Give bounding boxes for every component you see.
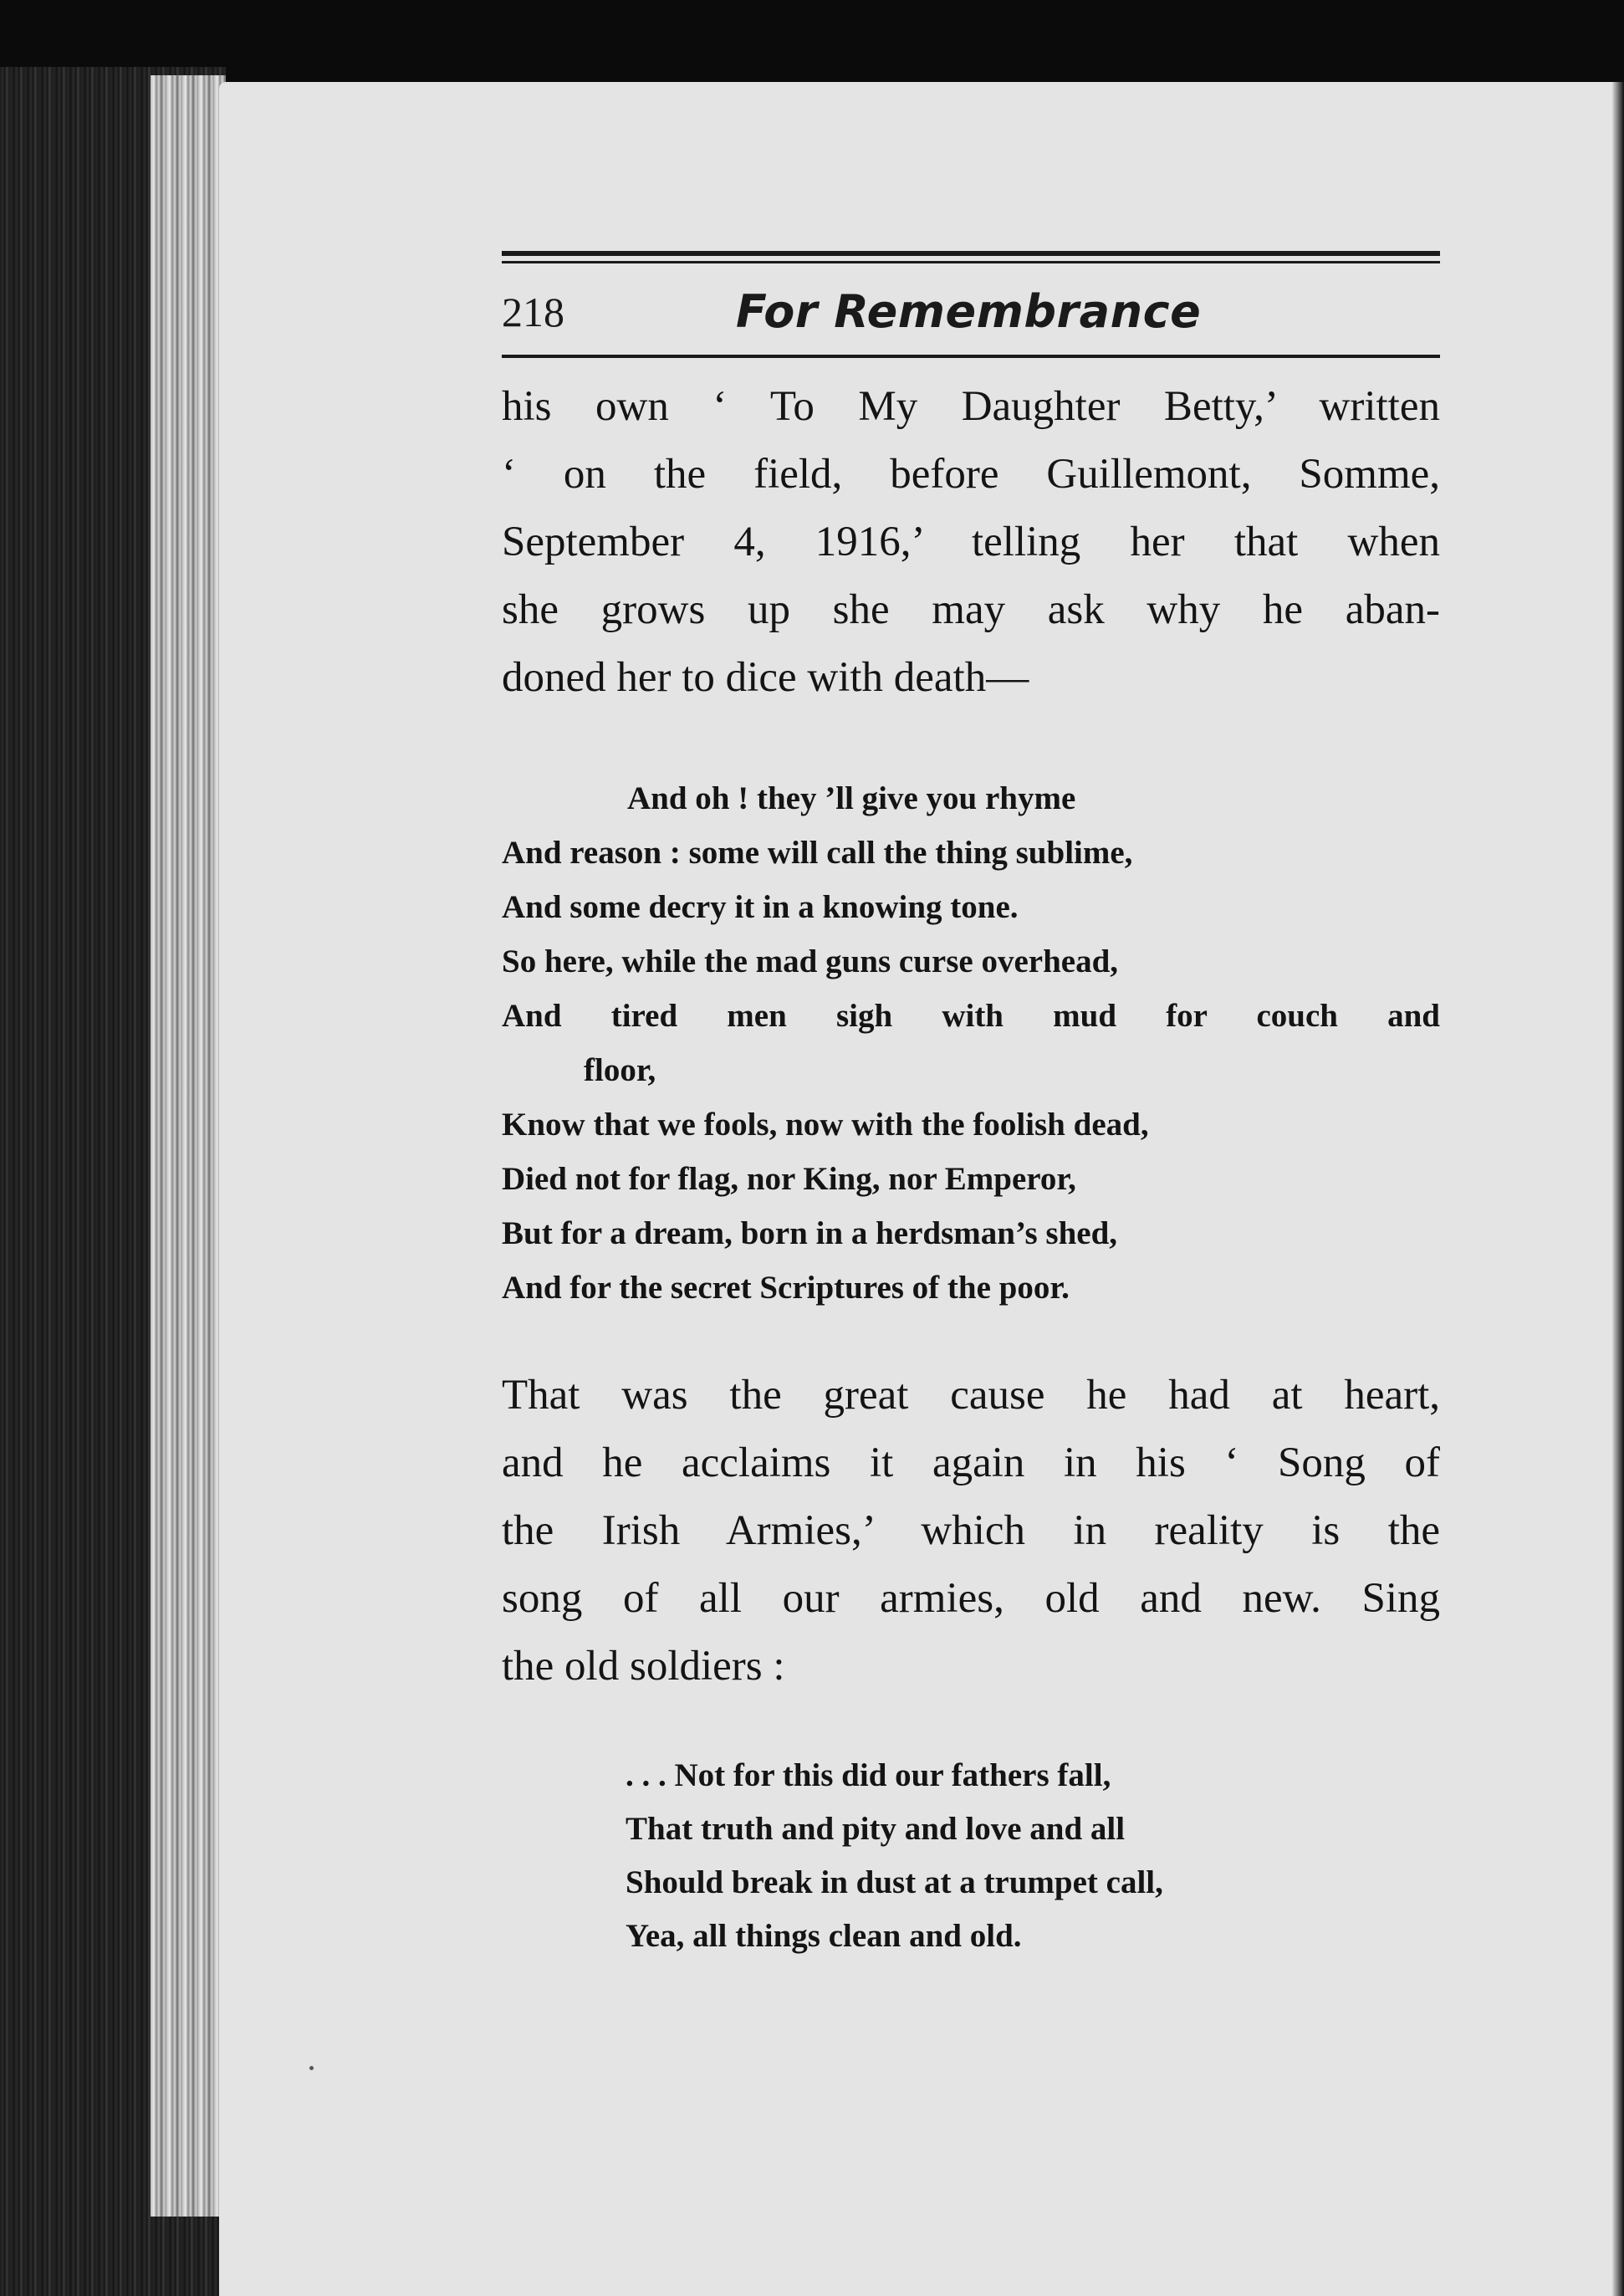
verse-line: And oh ! they ’ll give you rhyme — [627, 780, 1076, 816]
paragraph-2 — [502, 1362, 1440, 1700]
header-rule — [502, 355, 1440, 358]
top-rule-thick — [502, 251, 1440, 256]
running-head — [502, 283, 1440, 341]
verse-line: Should break in dust at a trumpet call, — [626, 1864, 1163, 1900]
verse-line: And for the secret Scriptures of the poor. — [502, 1270, 1070, 1306]
paragraph-line: the old soldiers : — [502, 1643, 785, 1690]
paragraph-line: doned her to dice with death— — [502, 654, 1029, 701]
verse-1 — [502, 771, 1440, 1315]
verse-line: Know that we fools, now with the foolish dead, — [502, 1107, 1149, 1143]
verse-line: Died not for flag, nor King, nor Emperor, — [502, 1161, 1076, 1197]
verse-line: But for a dream, born in a herdsman’s shed, — [502, 1215, 1118, 1251]
paragraph-1 — [502, 373, 1440, 712]
paragraph-line: ‘ on the field, before Guillemont, Somme, — [502, 451, 1440, 498]
paragraph-line: his own ‘ To My Daughter Betty,’ written — [502, 383, 1440, 430]
verse-line: That truth and pity and love and all — [626, 1811, 1126, 1847]
verse-line: And some decry it in a knowing tone. — [502, 889, 1019, 925]
page-number: 218 — [502, 289, 564, 335]
top-double-rule — [502, 251, 1440, 268]
paragraph-line: That was the great cause he had at heart, — [502, 1372, 1440, 1419]
paragraph-line: and he acclaims it again in his ‘ Song of — [502, 1439, 1440, 1486]
verse-line-turnover: floor, — [584, 1052, 656, 1088]
verse-line: And tired men sigh with mud for couch and — [502, 998, 1440, 1034]
book-page-edges-light — [151, 75, 226, 2217]
running-title: For Remembrance — [736, 285, 1202, 338]
paragraph-line: September 4, 1916,’ telling her that when — [502, 519, 1440, 565]
verse-line: And reason : some will call the thing sublime, — [502, 835, 1133, 871]
verse-line: So here, while the mad guns curse overhead, — [502, 943, 1119, 979]
top-rule-thin — [502, 261, 1440, 263]
paragraph-line: the Irish Armies,’ which in reality is the — [502, 1507, 1440, 1554]
verse-line: Yea, all things clean and old. — [626, 1918, 1022, 1954]
verse-line: . . . Not for this did our fathers fall, — [626, 1757, 1111, 1793]
paragraph-line: song of all our armies, old and new. Sing — [502, 1575, 1440, 1622]
paragraph-line: she grows up she may ask why he aban- — [502, 586, 1440, 633]
paper-speck — [309, 2066, 314, 2070]
page-right-shadow — [1612, 82, 1624, 2296]
verse-2 — [626, 1749, 1378, 1963]
